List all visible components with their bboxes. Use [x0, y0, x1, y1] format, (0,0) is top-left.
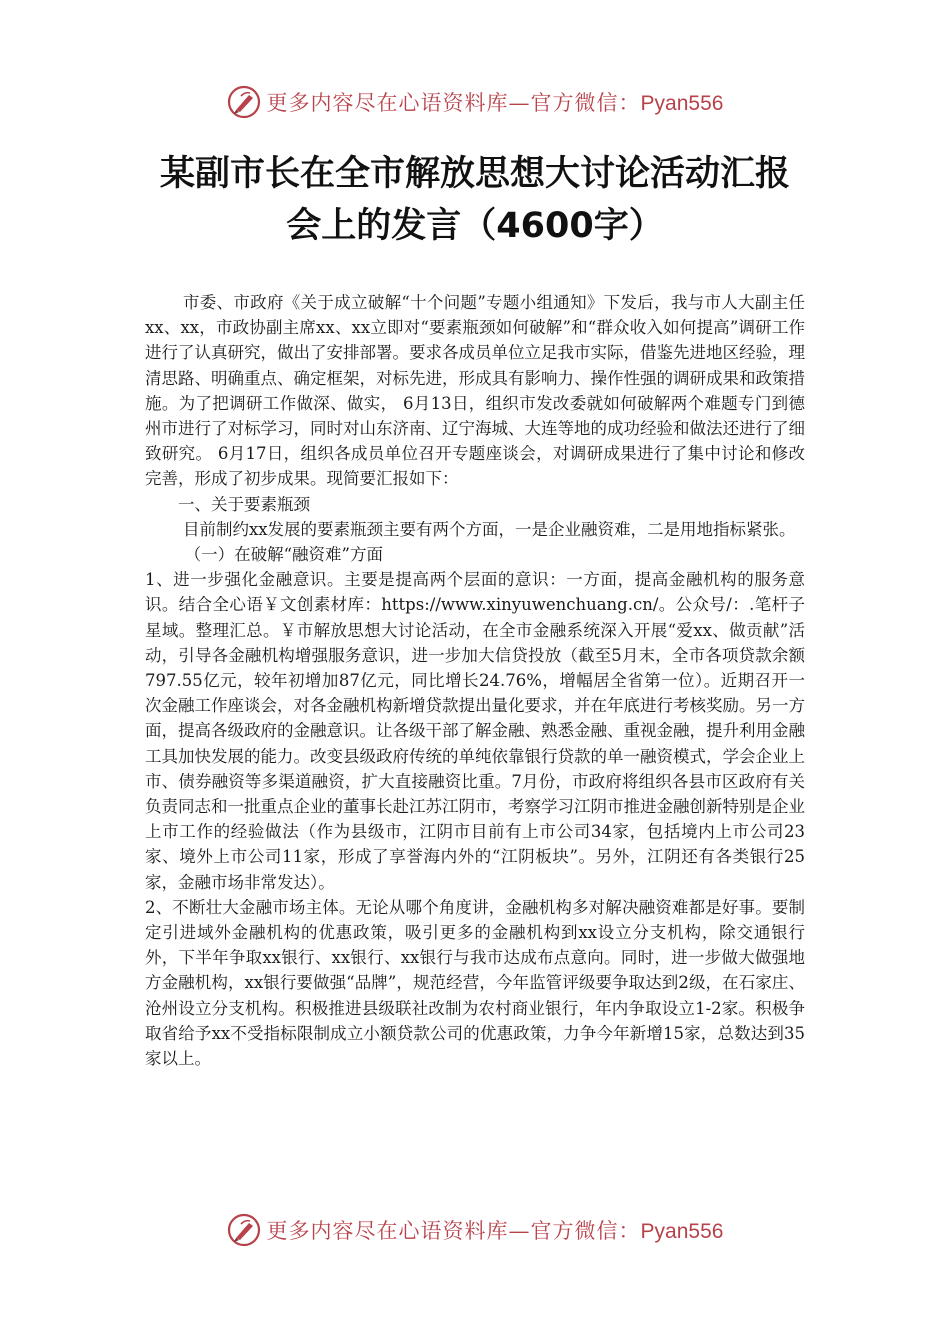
subsection-heading: （一）在破解“融资难”方面	[184, 545, 383, 565]
banner-handle: Pyan556	[640, 92, 724, 115]
title-line-2: 会上的发言（4600字）	[286, 206, 664, 246]
page-title	[0, 148, 950, 252]
banner-text: 更多内容尽在心语资料库—官方微信：Pyan556	[266, 1219, 724, 1243]
list-item-1: 1、进一步强化金融意识。主要是提高两个层面的意识：一方面，提高金融机构的服务意识。结合全心语￥文创素材库：https://www.xinyuwenchuang.cn/。公众号/：.笔杆子星域。整理汇总。￥市解放思想大讨论活动，在全市金融系统深入开展“爱xx、做贡献”活动，引导各金融机构增强服务意识，进一步加大信贷投放（截至5月末，全市各项贷款余额797.55亿元，较年初增加87亿元，同比增长24.76%，增幅居全省第一位）。近期召开一次金融工作座谈会，对各金融机构新增贷款提出量化要求，并在年底进行考核奖励。另一方面，提高各级政府的金融意识。让各级干部了解金融、熟悉金融、重视金融，提升利用金融工具加快发展的能力。改变县级政府传统的单纯依靠银行贷款的单一融资模式，学会企业上市、债券融资等多渠道融资，扩大直接融资比重。7月份，市政府将组织各县市区政府有关负责同志和一批重点企业的董事长赴江苏江阴市，考察学习江阴市推进金融创新特别是企业上市工作的经验做法（作为县级市，江阴市目前有上市公司34家，包括境内上市公司23家、境外上市公司11家，形成了享誉海内外的“江阴板块”。另外，江阴还有各类银行25家，金融市场非常发达）。	[145, 570, 805, 892]
bottleneck-paragraph: 目前制约xx发展的要素瓶颈主要有两个方面，一是企业融资难，二是用地指标紧张。	[182, 519, 796, 539]
pen-logo-icon	[227, 85, 261, 119]
list-item-2: 2、不断壮大金融市场主体。无论从哪个角度讲，金融机构多对解决融资难都是好事。要制定引进域外金融机构的优惠政策，吸引更多的金融机构到xx设立分支机构，除交通银行外，下半年争取xx银行、xx银行、xx银行与我市达成布点意向。同时，进一步做大做强地方金融机构，xx银行要做强“品牌”，规范经营，今年监管评级要争取达到2级，在石家庄、沧州设立分支机构。积极推进县级联社改制为农村商业银行，年内争取设立1-2家。积极争取省给予xx不受指标限制成立小额贷款公司的优惠政策，力争今年新增15家，总数达到35家以上。	[145, 897, 805, 1069]
title-line-1: 某副市长在全市解放思想大讨论活动汇报	[159, 154, 790, 194]
section-heading: 一、关于要素瓶颈	[178, 494, 310, 514]
banner-text: 更多内容尽在心语资料库—官方微信：Pyan556	[266, 91, 724, 115]
pen-logo-icon	[227, 1213, 261, 1247]
footer-banner	[0, 1210, 950, 1250]
intro-paragraph: 市委、市政府《关于成立破解“十个问题”专题小组通知》下发后，我与市人大副主任xx、xx，市政协副主席xx、xx立即对“要素瓶颈如何破解”和“群众收入如何提高”调研工作进行了认真研究，做出了安排部署。要求各成员单位立足我市实际，借鉴先进地区经验，理清思路、明确重点、确定框架，对标先进，形成具有影响力、操作性强的调研成果和政策措施。为了把调研工作做深、做实， 6月13日，组织市发改委就如何破解两个难题专门到德州市进行了对标学习，同时对山东济南、辽宁海城、大连等地的成功经验和做法还进行了细致研究。 6月17日，组织各成员单位召开专题座谈会，对调研成果进行了集中讨论和修改完善，形成了初步成果。现简要汇报如下：	[145, 293, 805, 489]
header-banner	[0, 82, 950, 122]
document-body	[145, 290, 805, 1071]
banner-handle: Pyan556	[640, 1220, 724, 1243]
